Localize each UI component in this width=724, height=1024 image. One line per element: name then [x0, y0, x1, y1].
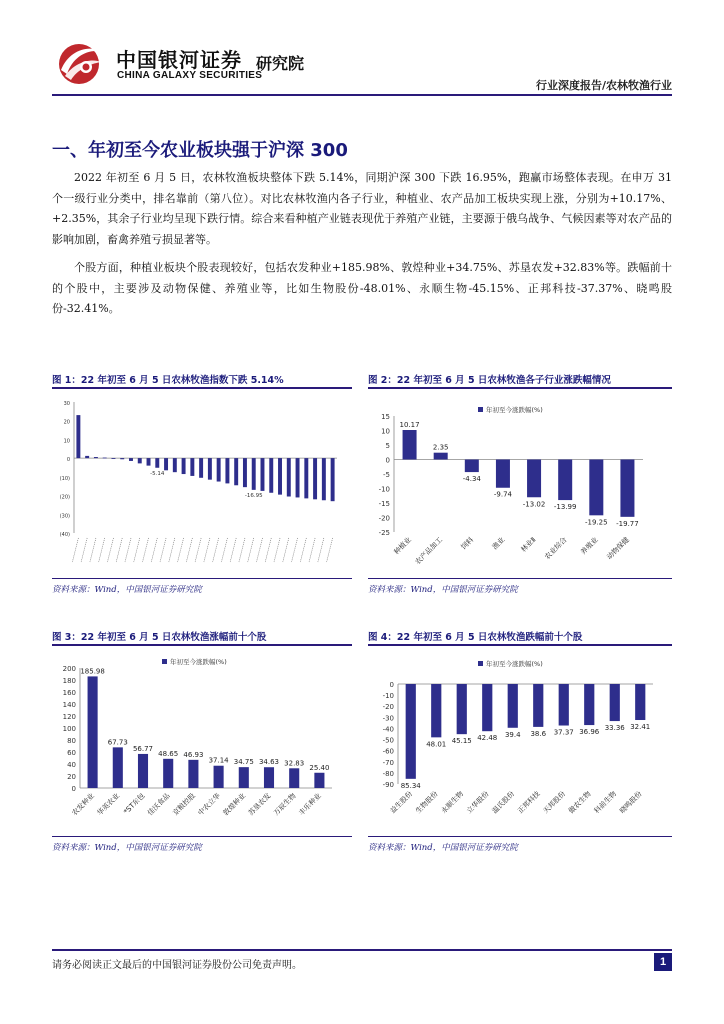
- y-tick-label: 10: [63, 438, 70, 445]
- logo-institute-text: 研究院: [256, 54, 305, 73]
- bar: [103, 458, 107, 459]
- bar: [304, 458, 308, 498]
- paragraph-2: 个股方面，种植业板块个股表现较好，包括农发种业+185.98%、敦煌种业+34.75%、苏垦农发+32.83%等。跌幅前十的个股中，主要涉及动物保健、养殖业等，比如生物股份-48.01%、永顺生物-45.15%、正邦科技-37.37%、晓鸣股份-32.41%。: [52, 261, 672, 315]
- bar: [269, 458, 273, 493]
- bar: [76, 415, 80, 458]
- y-tick-label: -50: [382, 736, 394, 745]
- category-label: 万辰生物: [272, 791, 298, 818]
- y-tick-label: -15: [378, 500, 390, 508]
- figure-1-bottom-rule: [52, 578, 352, 579]
- legend-swatch: [478, 407, 483, 412]
- bar: [289, 768, 299, 788]
- figure-4-top-rule: [368, 644, 672, 646]
- figure-3-chart: [52, 648, 352, 833]
- y-tick-label: -10: [378, 485, 390, 494]
- y-tick-label: 180: [62, 677, 76, 685]
- category-label: 傲农生物: [567, 789, 593, 816]
- category-label-mark: [230, 538, 236, 562]
- data-label: 46.93: [183, 750, 204, 759]
- category-label-mark: [125, 538, 131, 562]
- bar: [635, 684, 645, 720]
- data-label: -9.74: [493, 490, 512, 499]
- page-number: 1: [654, 953, 672, 971]
- category-label-mark: [283, 538, 289, 562]
- y-tick-label: 40: [67, 761, 76, 769]
- data-label: -19.77: [616, 519, 639, 528]
- data-label: 39.4: [504, 730, 521, 739]
- category-label: 生物股份: [414, 789, 440, 816]
- bar: [278, 458, 282, 494]
- category-label: 林业Ⅱ: [519, 535, 538, 554]
- category-label-mark: [72, 538, 78, 562]
- y-tick-label: -20: [378, 514, 390, 523]
- y-tick-label: 140: [62, 701, 76, 709]
- bar: [85, 456, 89, 458]
- data-label: 32.41: [630, 723, 651, 732]
- category-label: 农产品加工: [413, 535, 445, 567]
- data-label: 185.98: [80, 667, 105, 676]
- category-label: 晓鸣股份: [618, 789, 644, 816]
- bar: [527, 460, 541, 498]
- y-tick-label: 100: [62, 725, 76, 733]
- data-label: 32.83: [284, 759, 305, 768]
- legend-swatch: [162, 659, 167, 664]
- section-title: 一、年初至今农业板块强于沪深 300: [52, 140, 348, 161]
- galaxy-logo-icon: [55, 40, 105, 86]
- bar: [239, 767, 249, 788]
- bar: [225, 458, 229, 483]
- category-label: 正邦科技: [516, 789, 542, 816]
- logo-en-text: CHINA GALAXY SECURITIES: [117, 70, 263, 81]
- y-tick-label: -60: [382, 747, 394, 756]
- y-tick-label: 0: [385, 456, 390, 465]
- data-label: 34.75: [233, 758, 254, 767]
- bar: [182, 458, 186, 474]
- category-label-mark: [178, 538, 184, 562]
- figure-4-source: 资料来源：Wind，中国银河证券研究院: [368, 843, 518, 853]
- y-tick-label: (30): [59, 513, 70, 520]
- data-label: 85.34: [400, 781, 421, 790]
- figure-2-title: 图 2：22 年初至 6 月 5 日农林牧渔各子行业涨跌幅情况: [368, 375, 611, 386]
- bar: [457, 684, 467, 734]
- body-text: [52, 168, 672, 320]
- category-label-mark: [292, 538, 298, 562]
- figure-3-title: 图 3：22 年初至 6 月 5 日农林牧渔涨幅前十个股: [52, 632, 267, 643]
- data-label: 48.01: [426, 740, 447, 749]
- data-label: 42.48: [477, 734, 498, 743]
- y-tick-label: -30: [382, 714, 394, 723]
- legend-label: 年初至今涨跌幅(%): [486, 406, 543, 414]
- category-label-mark: [151, 538, 157, 562]
- y-tick-label: 30: [63, 401, 70, 407]
- y-tick-label: -20: [382, 703, 394, 712]
- bar: [558, 460, 572, 501]
- category-label: 苏垦农发: [246, 791, 273, 818]
- bar: [559, 684, 569, 726]
- category-label: 农业综合: [543, 535, 569, 562]
- legend-label: 年初至今涨跌幅(%): [486, 660, 543, 668]
- bar: [208, 458, 212, 480]
- data-label: -16.95: [244, 492, 263, 499]
- category-label-mark: [169, 538, 175, 562]
- bar: [296, 458, 300, 497]
- footer-divider: [52, 949, 672, 951]
- category-label: 永顺生物: [439, 789, 466, 816]
- y-tick-label: -10: [382, 692, 394, 701]
- bar: [322, 458, 326, 500]
- category-label-mark: [248, 538, 254, 562]
- paragraph-1: 2022 年初至 6 月 5 日，农林牧渔板块整体下跌 5.14%，同期沪深 300 下跌 16.95%，跑赢市场整体表现。在申万 31 个一级行业分类中，排名靠前（第八位）。对比农林牧渔内各子行业，种植业、农产品加工板块实现上涨，分别为+10.17%、+2.35%，其余子行业均呈现下跌行情。综合来看种植产业链表现优于养殖产业链，主要源于俄乌战争、气候因素等对农产品的影响加剧，畜禽养殖亏损显著等。: [52, 171, 672, 246]
- data-label: -13.02: [522, 500, 546, 509]
- category-label: 天邦股份: [541, 789, 568, 816]
- data-label: 38.6: [530, 729, 547, 738]
- bar: [188, 760, 198, 788]
- bar: [584, 684, 594, 725]
- y-tick-label: (40): [59, 532, 70, 538]
- figure-2-bottom-rule: [368, 578, 672, 579]
- bar: [111, 458, 115, 459]
- bar: [261, 458, 265, 491]
- category-label-mark: [116, 538, 122, 562]
- y-tick-label: 15: [381, 413, 390, 421]
- category-label-mark: [186, 538, 192, 562]
- category-label: 渔业: [490, 535, 507, 552]
- category-label: 中农立华: [196, 791, 223, 818]
- category-label: 益生股份: [388, 789, 415, 816]
- figure-3-source: 资料来源：Wind，中国银河证券研究院: [52, 843, 202, 853]
- y-tick-label: 5: [385, 442, 390, 450]
- bar: [94, 457, 98, 458]
- bar: [482, 684, 492, 731]
- y-tick-label: -5: [383, 471, 390, 479]
- figure-3-top-rule: [52, 644, 352, 646]
- data-label: 37.14: [208, 756, 229, 765]
- category-label-mark: [160, 538, 166, 562]
- data-label: 45.15: [451, 737, 472, 746]
- bar: [589, 460, 603, 516]
- y-tick-label: 120: [62, 713, 76, 721]
- bar: [234, 458, 238, 485]
- category-label: 种植业: [392, 535, 413, 557]
- y-tick-label: 0: [66, 457, 70, 464]
- category-label: 敦煌种业: [221, 791, 248, 818]
- data-label: -4.34: [462, 475, 481, 484]
- bar: [406, 684, 416, 779]
- report-type: 行业深度报告/农林牧渔行业: [535, 79, 672, 92]
- bar: [199, 458, 203, 478]
- category-label: 农发种业: [70, 791, 97, 818]
- y-tick-label: 60: [67, 749, 76, 757]
- bar: [264, 767, 274, 788]
- y-tick-label: 20: [67, 773, 76, 781]
- bar: [313, 458, 317, 499]
- y-tick-label: -90: [382, 781, 394, 789]
- header-divider: [52, 94, 672, 96]
- category-label-mark: [318, 538, 324, 562]
- bar: [214, 766, 224, 788]
- bar: [434, 453, 448, 460]
- bar: [138, 754, 148, 788]
- figure-1-source: 资料来源：Wind，中国银河证券研究院: [52, 585, 202, 595]
- category-label: *ST东包: [122, 791, 147, 816]
- bar: [147, 458, 151, 465]
- bar: [155, 458, 159, 468]
- bar: [138, 458, 142, 463]
- category-label-mark: [134, 538, 140, 562]
- bar: [164, 458, 168, 470]
- y-tick-label: 0: [389, 681, 394, 689]
- bar: [620, 460, 634, 517]
- y-tick-label: 0: [71, 785, 76, 793]
- figure-1-top-rule: [52, 387, 352, 389]
- y-tick-label: -80: [382, 769, 394, 778]
- figure-2-source: 资料来源：Wind，中国银河证券研究院: [368, 585, 518, 595]
- category-label: 丰乐种业: [297, 791, 323, 818]
- bar: [243, 458, 247, 487]
- data-label: 34.63: [258, 758, 280, 767]
- data-label: -5.14: [150, 470, 165, 477]
- category-label: 京粮控股: [171, 791, 197, 818]
- y-tick-label: 160: [62, 689, 76, 697]
- category-label-mark: [143, 538, 149, 562]
- bar: [331, 458, 335, 501]
- bar: [496, 460, 510, 488]
- bar: [252, 458, 256, 490]
- logo-cn-text: 中国银河证券: [116, 48, 242, 72]
- legend-label: 年初至今涨跌幅(%): [170, 658, 227, 666]
- figure-2-chart: [368, 390, 672, 575]
- figure-4-bottom-rule: [368, 836, 672, 837]
- bar: [190, 458, 194, 476]
- bar: [120, 458, 124, 459]
- category-label-mark: [81, 538, 87, 562]
- bar: [314, 773, 324, 788]
- category-label-mark: [265, 538, 271, 562]
- category-label-mark: [274, 538, 280, 562]
- data-label: 10.17: [399, 421, 420, 430]
- bar: [508, 684, 518, 728]
- data-label: 37.37: [553, 728, 574, 737]
- bar: [129, 458, 133, 461]
- bar: [403, 430, 417, 459]
- data-label: 33.36: [604, 724, 625, 733]
- y-tick-label: -25: [378, 529, 390, 537]
- data-label: -19.25: [585, 518, 608, 527]
- figure-2-top-rule: [368, 387, 672, 389]
- data-label: -13.99: [553, 503, 577, 512]
- footer-disclaimer: 请务必阅读正文最后的中国银河证券股份公司免责声明。: [52, 960, 302, 971]
- bar: [465, 460, 479, 473]
- category-label-mark: [213, 538, 219, 562]
- figure-4-chart: [368, 648, 672, 833]
- data-label: 67.73: [107, 738, 128, 747]
- category-label-mark: [239, 538, 245, 562]
- figure-1-chart: [52, 390, 352, 575]
- figure-3-bottom-rule: [52, 836, 352, 837]
- category-label: 佳沃食品: [146, 791, 172, 818]
- data-label: 25.40: [309, 763, 330, 772]
- category-label: 华英农业: [95, 791, 122, 818]
- bar: [88, 676, 98, 788]
- category-label-mark: [204, 538, 210, 562]
- category-label: 养殖业: [579, 535, 600, 557]
- y-tick-label: -70: [382, 758, 394, 767]
- category-label-mark: [256, 538, 262, 562]
- y-tick-label: 200: [62, 665, 76, 673]
- figure-4-title: 图 4：22 年初至 6 月 5 日农林牧渔跌幅前十个股: [368, 632, 583, 643]
- category-label-mark: [90, 538, 96, 562]
- y-tick-label: (20): [59, 494, 70, 501]
- y-tick-label: -40: [382, 725, 394, 734]
- data-label: 48.65: [158, 749, 179, 758]
- bar: [217, 458, 221, 481]
- bar: [113, 747, 123, 788]
- bar: [163, 759, 173, 788]
- category-label: 动物保健: [605, 535, 631, 562]
- category-label-mark: [195, 538, 201, 562]
- category-label-mark: [327, 538, 333, 562]
- category-label-mark: [309, 538, 315, 562]
- y-tick-label: (10): [59, 475, 70, 482]
- data-label: 36.96: [579, 728, 600, 737]
- bar: [287, 458, 291, 496]
- category-label-mark: [99, 538, 105, 562]
- data-label: 2.35: [432, 443, 449, 452]
- category-label-mark: [221, 538, 227, 562]
- data-label: 56.77: [132, 744, 154, 753]
- category-label-mark: [300, 538, 306, 562]
- category-label: 立华股份: [465, 789, 491, 816]
- bar: [610, 684, 620, 721]
- bar: [431, 684, 441, 737]
- figure-1-title: 图 1：22 年初至 6 月 5 日农林牧渔指数下跌 5.14%: [52, 375, 284, 386]
- legend-swatch: [478, 661, 483, 666]
- category-label-mark: [107, 538, 113, 562]
- bar: [173, 458, 177, 472]
- category-label: 饲料: [459, 535, 476, 552]
- category-label: 温氏股份: [490, 789, 517, 816]
- y-tick-label: 80: [67, 737, 76, 745]
- y-tick-label: 10: [381, 427, 390, 436]
- y-tick-label: 20: [63, 419, 70, 426]
- bar: [533, 684, 543, 727]
- category-label: 科前生物: [592, 789, 619, 816]
